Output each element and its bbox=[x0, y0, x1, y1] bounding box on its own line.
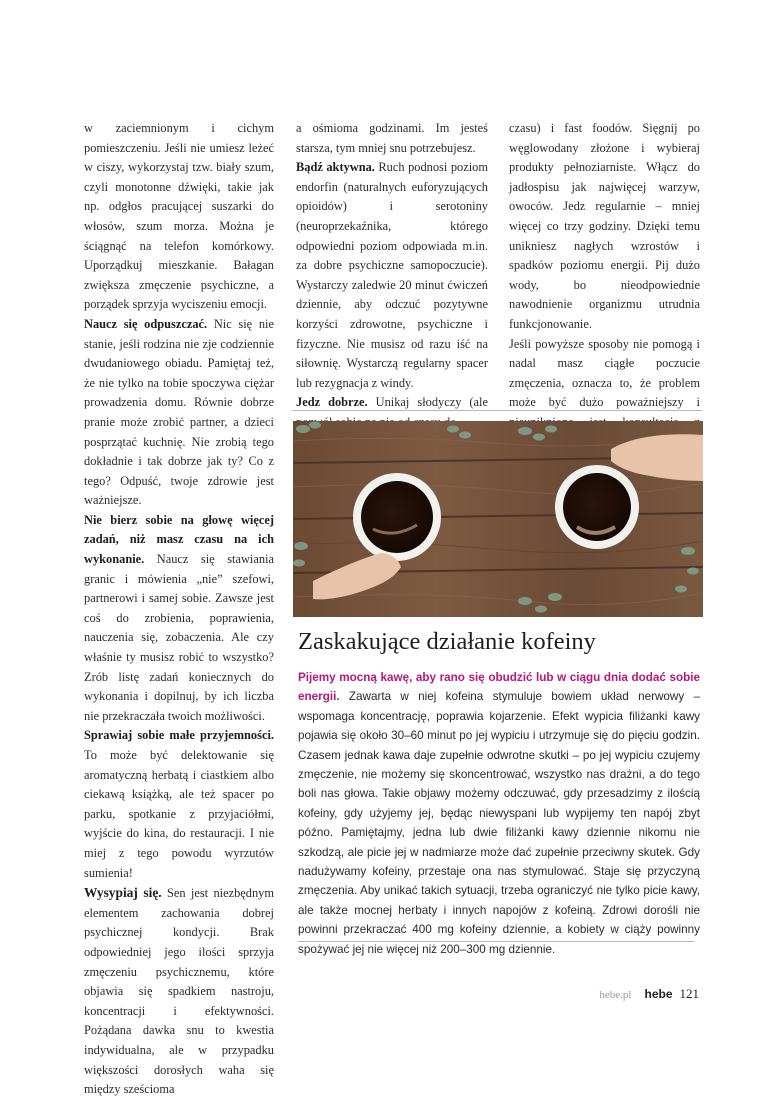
paragraph: w zaciemnionym i cichym pomieszczeniu. Jeśli nie umiesz leżeć w ciszy, wykorzystaj tzw. biały szum, czyli monotonne dźwięki, takie jak np. odgłos pracującej suszarki do włosów, szum morza. Można je ściągnąć na telefon komórkowy. Uporządkuj mieszkanie. Bałagan zwiększa zmęczenie psychiczne, a porządek sprzyja wyciszeniu emocji. bbox=[84, 121, 274, 312]
subheading: Jedz dobrze. bbox=[296, 395, 368, 410]
paragraph: Unikaj słodyczy (ale bbox=[375, 395, 488, 410]
paragraph: czasu) i fast foodów. Sięgnij po węglowodany złożone i wybieraj produkty pełnoziarniste. Włącz do jadłospisu jak najwięcej warzyw, owoców. Jedz regularnie – mniej więcej co trzy godziny. Dzięki temu unikniesz nagłych wzrostów i spadków poziomu energii. Pij dużo wody, bo nieodpowiednie nawodnienie organizmu utrudnia funkcjonowanie. bbox=[509, 121, 700, 331]
subheading: Wysypiaj się. bbox=[84, 885, 162, 901]
box-text: Zawarta w niej kofeina stymuluje bowiem układ nerwowy – wspomaga koncentrację, poprawia kojarzenie. Efekt wypicia filiżanki kawy pojawia się około 30–60 minut po jej wypiciu i utrzymuje się do pięciu godzin. Czasem jednak kawa daje zupełnie odwrotne skutki – po jej wypiciu czujemy zmęczenie, nie możemy się skoncentrować, wszystko nas drażni, a do tego boli nas głowa. Takie objawy możemy odczuwać, gdy przesadzimy z ilością kofeiny, gdy użyjemy jej, będąc niewyspani lub wypijemy ten napój zbyt późno. Pamiętajmy, jedna lub dwie filiżanki kawy dziennie nikomu nie szkodzą, ale picie jej w nadmiarze może dać zupełnie przeciwny skutek. Gdy nadużywamy kofeiny, przestaje ona nas stymulować. Staje się przyczyną zmęczenia. Aby unikać takich sytuacji, trzeba ograniczyć nie tylko picie kawy, ale także mocnej herbaty i innych napojów z kofeiną. Zdrowi dorośli nie powinni przekraczać 400 mg kofeiny dziennie, a kobiety w ciąży powinny spożywać jej nie więcej niż 200–300 mg dziennie. bbox=[298, 690, 700, 956]
paragraph: Ruch podnosi poziom endorfin (naturalnych euforyzujących opioidów) i serotoniny (neuroprzekaźnika, którego odpowiedni poziom odpowiada m.in. za dobre psychiczne samopoczucie). Wystarczy zaledwie 20 minut ćwiczeń dziennie, aby odczuć pozytywne korzyści zdrowotne, psychiczne i fizyczne. Nie musisz od razu iść na siłownię. Wystarczą regularny spacer lub rezygnacja z windy. bbox=[296, 160, 488, 390]
box-title: Zaskakujące działanie kofeiny bbox=[298, 628, 596, 655]
paragraph: a ośmioma godzinami. Im jesteś starsza, tym mniej snu potrzebujesz. bbox=[296, 121, 488, 155]
subheading: Naucz się odpuszczać. bbox=[84, 316, 208, 331]
box-lead: Pijemy mocną kawę, aby rano się obudzić lub w ciągu dnia dodać sobie energii. bbox=[298, 671, 700, 704]
subheading: Sprawiaj sobie małe przyjemności. bbox=[84, 728, 274, 743]
paragraph: Jeśli powyższe sposoby nie pomogą i nadal masz ciągłe poczucie zmęczenia, oznacza to, że problem może być dużo poważniejszy i bbox=[509, 336, 700, 410]
divider-bottom bbox=[298, 941, 694, 942]
divider-top bbox=[292, 410, 702, 411]
footer-magazine: hebe bbox=[644, 987, 673, 1001]
subheading: Bądź aktywna. bbox=[296, 160, 375, 175]
article-column-1 bbox=[84, 119, 274, 1100]
page-footer bbox=[599, 986, 699, 1002]
footer-site: hebe.pl bbox=[599, 989, 632, 1001]
subheading: Nie bierz sobie na głowę więcej zadań, niż masz czasu na ich wykonanie. bbox=[84, 512, 274, 567]
paragraph: Sen jest niezbędnym elementem zachowania dobrej psychicznej kondycji. Brak odpowiedniej jego ilości sprzyja zmęczeniu psychicznemu, które objawia się spadkiem nastroju, koncentracji i efektywności. Pożądana dawka snu to kwestia indywidualna, ale w przypadku większości dorosłych waha się między sześcioma bbox=[84, 886, 274, 1097]
paragraph: Nic się nie stanie, jeśli rodzina nie zje codziennie dwudaniowego obiadu. Pamiętaj też, że nie tylko na tobie spoczywa ciężar prowadzenia domu. Równie dobrze pranie może zrobić partner, a dzieci posprzątać kuchnię. Nie zrobią tego dokładnie i tak dobrze jak ty? Co z tego? Odpuść, twoje zdrowie jest ważniejsze. bbox=[84, 316, 274, 508]
page-number: 121 bbox=[679, 986, 699, 1001]
coffee-cups-photo bbox=[293, 421, 703, 617]
article-column-2 bbox=[296, 119, 488, 433]
paragraph: To może być delektowanie się aromatyczną herbatą i ciastkiem albo ciekawą książką, ale też spacer po parku, spotkanie z przyjaciółmi, wyjście do kina, do restauracji. I nie miej z tego powodu wyrzutów sumienia! bbox=[84, 748, 274, 880]
paragraph: Naucz się stawiania granic i mówienia „nie” szefowi, partnerowi i samej sobie. Zawsze jest coś do zrobienia, poprawienia, nauczenia się, zobaczenia. Ale czy właśnie ty musisz robić to wszystko? Zrób listę zadań koniecznych do wykonania i dopilnuj, by ich liczba nie przekraczała twoich możliwości. bbox=[84, 552, 274, 723]
article-column-3 bbox=[509, 119, 700, 452]
box-body bbox=[298, 668, 700, 959]
